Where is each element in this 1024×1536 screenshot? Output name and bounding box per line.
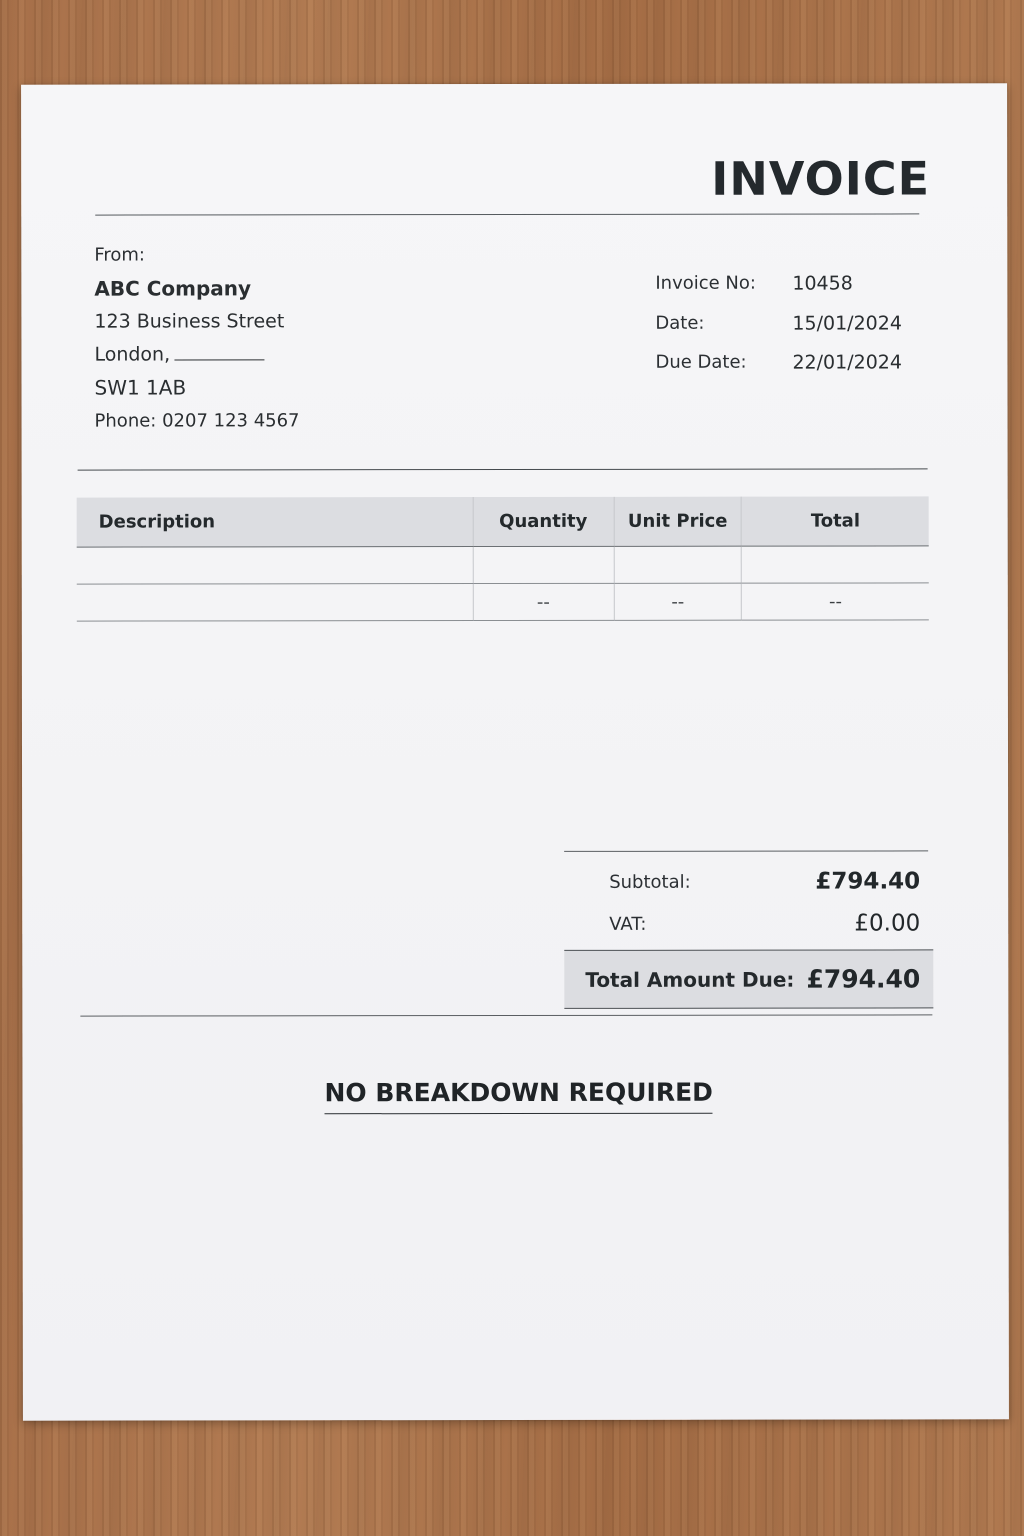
header-description: Description — [77, 497, 473, 547]
breakdown-note: NO BREAKDOWN REQUIRED — [324, 1078, 712, 1115]
total-due-value: £794.40 — [806, 964, 921, 994]
table-row — [77, 583, 929, 621]
cell-quantity — [473, 546, 614, 583]
due-date-label: Due Date: — [655, 351, 747, 373]
from-label: From: — [94, 244, 145, 266]
subtotal-label: Subtotal: — [609, 871, 691, 893]
total-due-label: Total Amount Due: — [585, 967, 795, 992]
cell-total: -- — [742, 583, 929, 620]
phone-number: Phone: 0207 123 4567 — [94, 410, 300, 432]
header-quantity: Quantity — [473, 497, 614, 547]
header-divider — [95, 213, 919, 215]
postcode: SW1 1AB — [94, 375, 187, 400]
blank-fill-line — [174, 359, 264, 360]
city-line — [94, 343, 264, 365]
cell-description — [77, 547, 473, 585]
date-label: Date: — [655, 312, 705, 334]
invoice-sheet — [21, 83, 1009, 1420]
invoice-title: INVOICE — [711, 151, 931, 206]
line-items-table — [77, 496, 929, 621]
invoice-number-label: Invoice No: — [655, 272, 756, 294]
cell-quantity: -- — [473, 583, 614, 620]
cell-description — [77, 584, 473, 622]
table-header-row — [77, 496, 929, 547]
subtotal-value: £794.40 — [815, 868, 921, 895]
header-total: Total — [742, 496, 929, 546]
section-divider — [78, 468, 928, 470]
table-row — [77, 546, 929, 584]
vat-value: £0.00 — [854, 910, 921, 937]
footer-divider — [80, 1014, 932, 1016]
header-unit-price: Unit Price — [614, 497, 742, 547]
totals-divider — [564, 850, 928, 852]
company-name: ABC Company — [94, 276, 252, 301]
cell-unit-price: -- — [614, 583, 742, 620]
street-address: 123 Business Street — [94, 310, 285, 333]
cell-unit-price — [614, 546, 742, 583]
city-name: London, — [94, 343, 171, 366]
date-value: 15/01/2024 — [792, 312, 902, 335]
due-date-value: 22/01/2024 — [792, 351, 902, 374]
invoice-number-value: 10458 — [792, 272, 853, 295]
cell-total — [742, 546, 929, 583]
vat-label: VAT: — [609, 913, 647, 935]
